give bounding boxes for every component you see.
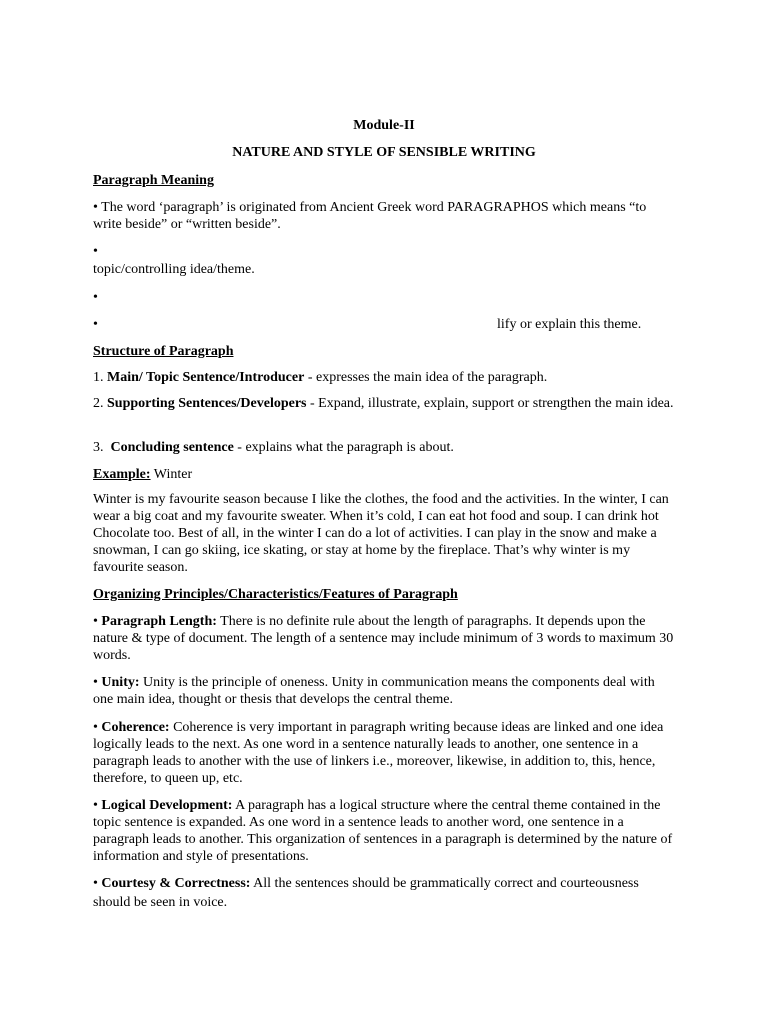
meaning-item-2-fragment: topic/controlling idea/theme. <box>93 262 255 277</box>
structure-heading: Structure of Paragraph <box>93 344 234 359</box>
bullet-icon: • <box>93 244 98 259</box>
principle-paragraph-length-label: Paragraph Length: <box>101 614 217 629</box>
bullet-icon: • <box>93 317 98 332</box>
principles-heading: Organizing Principles/Characteristics/Features of Paragraph <box>93 587 458 602</box>
bullet-icon: • <box>93 290 98 305</box>
meaning-item-1-text: The word ‘paragraph’ is originated from Ancient Greek word PARAGRAPHOS which means “to write beside” or “written beside”. <box>93 200 647 232</box>
structure-item-3-label: Concluding sentence <box>110 440 234 455</box>
principle-courtesy-correctness <box>93 874 678 912</box>
bullet-icon: • <box>93 675 98 690</box>
principle-coherence-label: Coherence: <box>101 720 170 735</box>
structure-item-1-text: - expresses the main idea of the paragraph. <box>304 370 548 385</box>
main-title: NATURE AND STYLE OF SENSIBLE WRITING <box>232 145 536 160</box>
bullet-icon: • <box>93 200 98 215</box>
structure-item-1 <box>93 369 678 386</box>
example-paragraph: Winter is my favourite season because I like the clothes, the food and the activities. In the winter, I can wear a big coat and my favourite sweater. When it’s cold, I can eat hot food and soup. I can drink hot Chocolate too. Best of all, in the winter I can do a lot of activities. I can play in the snow and make a snowman, I can go skiing, ice skating, or stay at home by the fireplace. That’s why winter is my favourite season. <box>93 492 669 575</box>
structure-item-3-text: - explains what the paragraph is about. <box>233 440 454 455</box>
bullet-icon: • <box>93 614 98 629</box>
principle-logical-development-label: Logical Development: <box>101 798 233 813</box>
principle-courtesy-correctness-text: All the sentences should be grammatically correct and courteousness should be seen in voice. <box>93 876 639 910</box>
paragraph-meaning-heading: Paragraph Meaning <box>93 173 214 188</box>
principle-coherence-text: Coherence is very important in paragraph writing because ideas are linked and one idea logically leads to the next. As one word in a sentence naturally leads to another, one sentence in a paragraph leads to another with the use of linkers i.e., moreover, likewise, in addition to, this, hence, therefore, to queen up, etc. <box>93 720 664 786</box>
bullet-icon: • <box>93 798 98 813</box>
structure-item-3-number: 3. <box>93 440 104 455</box>
bullet-icon: • <box>93 720 98 735</box>
principle-paragraph-length <box>93 613 678 664</box>
principle-unity-text: Unity is the principle of oneness. Unity in communication means the components deal with one main idea, thought or thesis that develops the central theme. <box>93 675 655 707</box>
principle-logical-development <box>93 797 678 865</box>
meaning-bullet-1 <box>93 199 678 233</box>
bullet-icon: • <box>93 876 98 891</box>
structure-item-2-label: Supporting Sentences/Developers <box>107 396 307 411</box>
structure-item-1-label: Main/ Topic Sentence/Introducer <box>107 370 305 385</box>
principle-unity <box>93 674 678 708</box>
meaning-item-4-fragment: lify or explain this theme. <box>497 317 642 332</box>
example-label: Example: <box>93 467 151 482</box>
structure-item-2-text: - Expand, illustrate, explain, support or strengthen the main idea. <box>306 396 674 411</box>
structure-item-2-number: 2. <box>93 396 104 411</box>
module-title: Module-II <box>353 118 415 133</box>
principle-coherence <box>93 719 678 787</box>
principle-logical-development-text: A paragraph has a logical structure where the central theme contained in the topic sentence is expanded. As one word in a sentence leads to another word, one sentence in a paragraph leads to another. This organization of sentences in a paragraph is determined by the nature of information and style of presentations. <box>93 798 673 864</box>
structure-item-3 <box>93 439 678 456</box>
principle-paragraph-length-text: There is no definite rule about the length of paragraphs. It depends upon the nature & type of document. The length of a sentence may include minimum of 3 words to maximum 30 words. <box>93 614 674 663</box>
principle-unity-label: Unity: <box>101 675 140 690</box>
principle-courtesy-correctness-label: Courtesy & Correctness: <box>101 876 251 891</box>
structure-item-1-number: 1. <box>93 370 104 385</box>
example-line <box>93 466 678 483</box>
example-topic: Winter <box>150 467 193 482</box>
structure-item-2 <box>93 395 678 412</box>
